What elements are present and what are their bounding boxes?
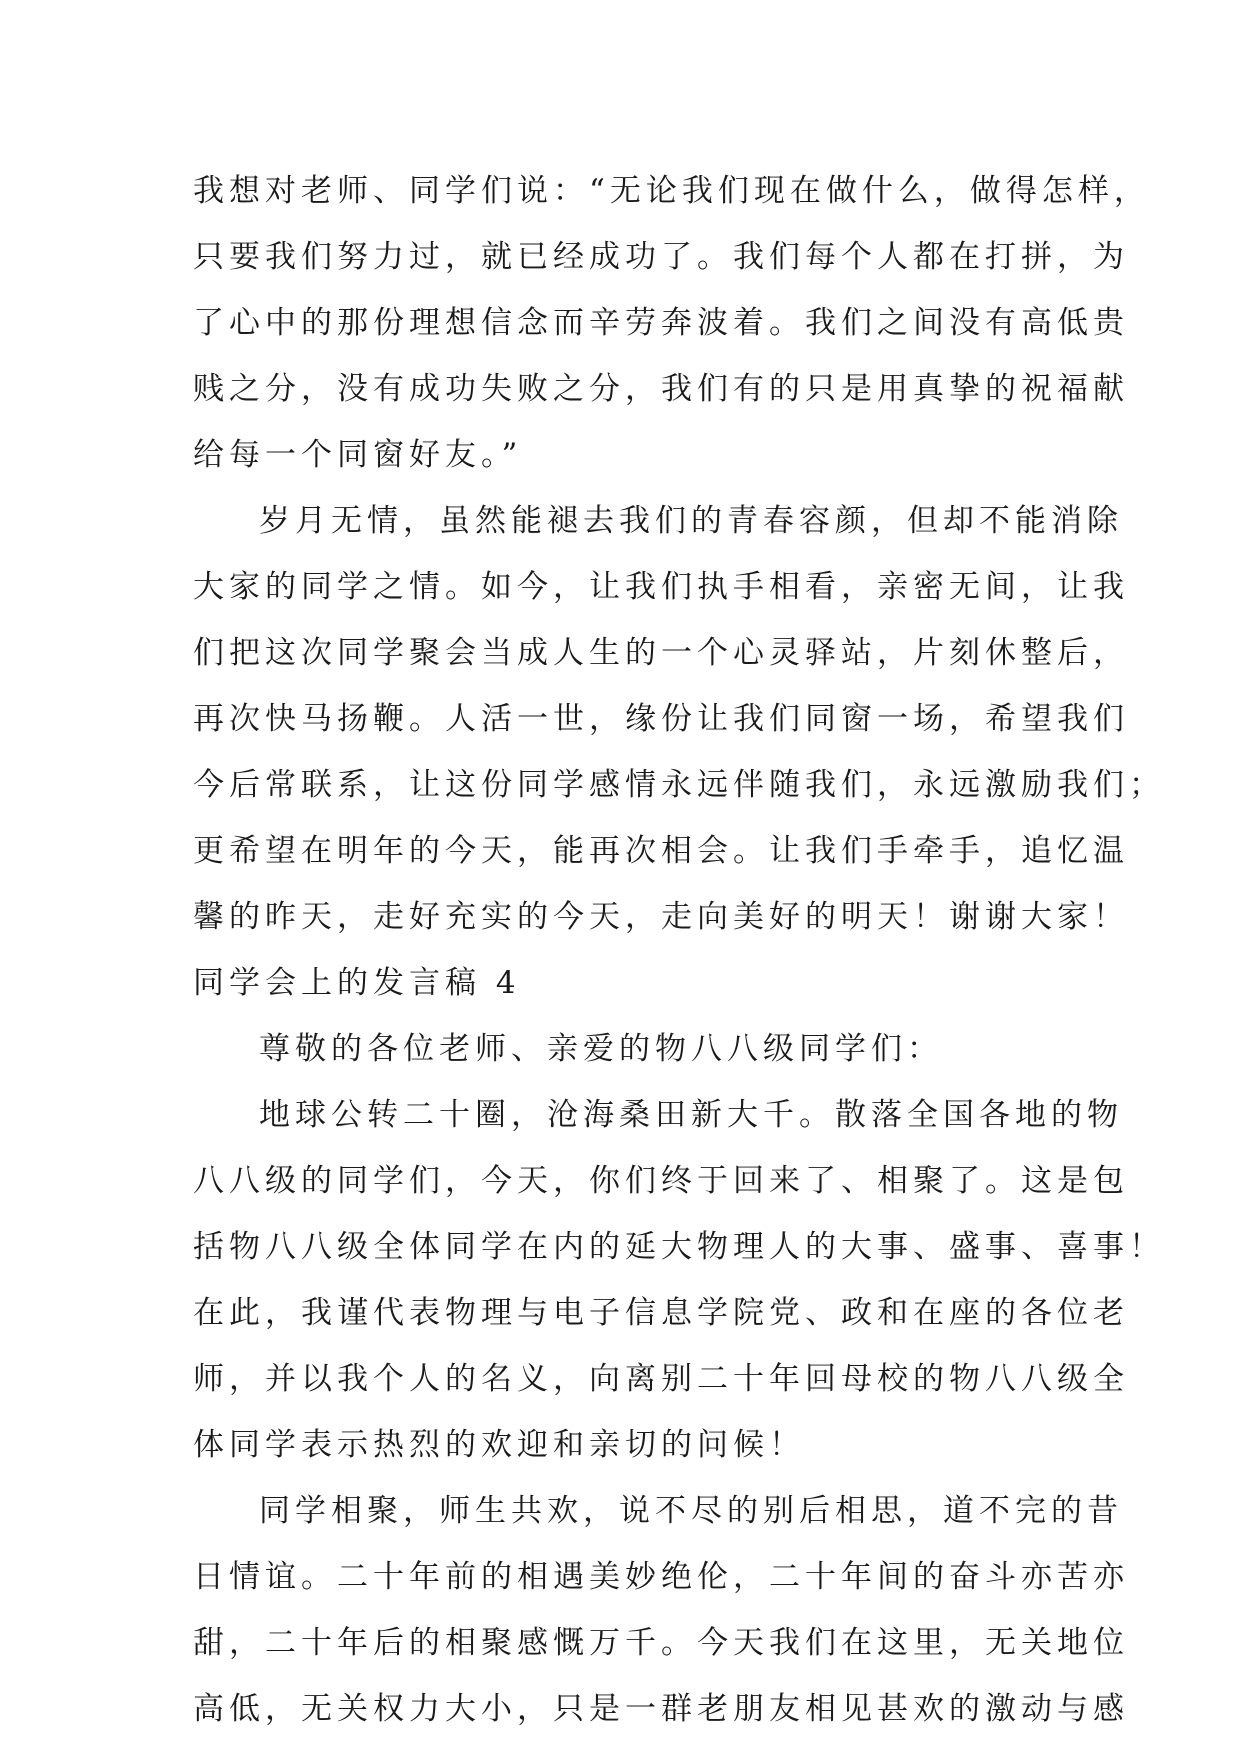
text-line: 师，并以我个人的名义，向离别二十年回母校的物八八级全 bbox=[193, 1361, 1129, 1397]
section-heading: 同学会上的发言稿 4 bbox=[193, 965, 521, 1001]
paragraph-first-line: 岁月无情，虽然能褪去我们的青春容颜，但却不能消除 bbox=[259, 503, 1123, 539]
text-line: 今后常联系，让这份同学感情永远伴随我们，永远激励我们； bbox=[193, 767, 1165, 803]
text-line: 馨的昨天，走好充实的今天，走向美好的明天！谢谢大家！ bbox=[193, 899, 1129, 935]
text-line: 只要我们努力过，就已经成功了。我们每个人都在打拼，为 bbox=[193, 239, 1129, 275]
text-line: 贱之分，没有成功失败之分，我们有的只是用真挚的祝福献 bbox=[193, 371, 1129, 407]
text-line: 更希望在明年的今天，能再次相会。让我们手牵手，追忆温 bbox=[193, 833, 1129, 869]
document-body bbox=[193, 158, 1165, 1742]
text-line: 括物八八级全体同学在内的延大物理人的大事、盛事、喜事！ bbox=[193, 1229, 1165, 1265]
text-line: 给每一个同窗好友。” bbox=[193, 437, 523, 473]
text-line: 日情谊。二十年前的相遇美妙绝伦，二十年间的奋斗亦苦亦 bbox=[193, 1559, 1129, 1595]
text-line: 体同学表示热烈的欢迎和亲切的问候！ bbox=[193, 1427, 805, 1463]
paragraph-first-line: 同学相聚，师生共欢，说不尽的别后相思，道不完的昔 bbox=[259, 1493, 1123, 1529]
text-line: 再次快马扬鞭。人活一世，缘份让我们同窗一场，希望我们 bbox=[193, 701, 1129, 737]
text-line: 大家的同学之情。如今，让我们执手相看，亲密无间，让我 bbox=[193, 569, 1129, 605]
text-line: 了心中的那份理想信念而辛劳奔波着。我们之间没有高低贵 bbox=[193, 305, 1129, 341]
text-line: 甜，二十年后的相聚感慨万千。今天我们在这里，无关地位 bbox=[193, 1625, 1129, 1661]
text-line: 高低，无关权力大小，只是一群老朋友相见甚欢的激动与感 bbox=[193, 1691, 1129, 1727]
paragraph-first-line: 地球公转二十圈，沧海桑田新大千。散落全国各地的物 bbox=[259, 1097, 1123, 1133]
text-line: 在此，我谨代表物理与电子信息学院党、政和在座的各位老 bbox=[193, 1295, 1129, 1331]
text-line: 八八级的同学们，今天，你们终于回来了、相聚了。这是包 bbox=[193, 1163, 1129, 1199]
text-line: 我想对老师、同学们说：“无论我们现在做什么，做得怎样， bbox=[193, 173, 1150, 209]
salutation: 尊敬的各位老师、亲爱的物八八级同学们： bbox=[259, 1031, 943, 1067]
text-line: 们把这次同学聚会当成人生的一个心灵驿站，片刻休整后， bbox=[193, 635, 1129, 671]
